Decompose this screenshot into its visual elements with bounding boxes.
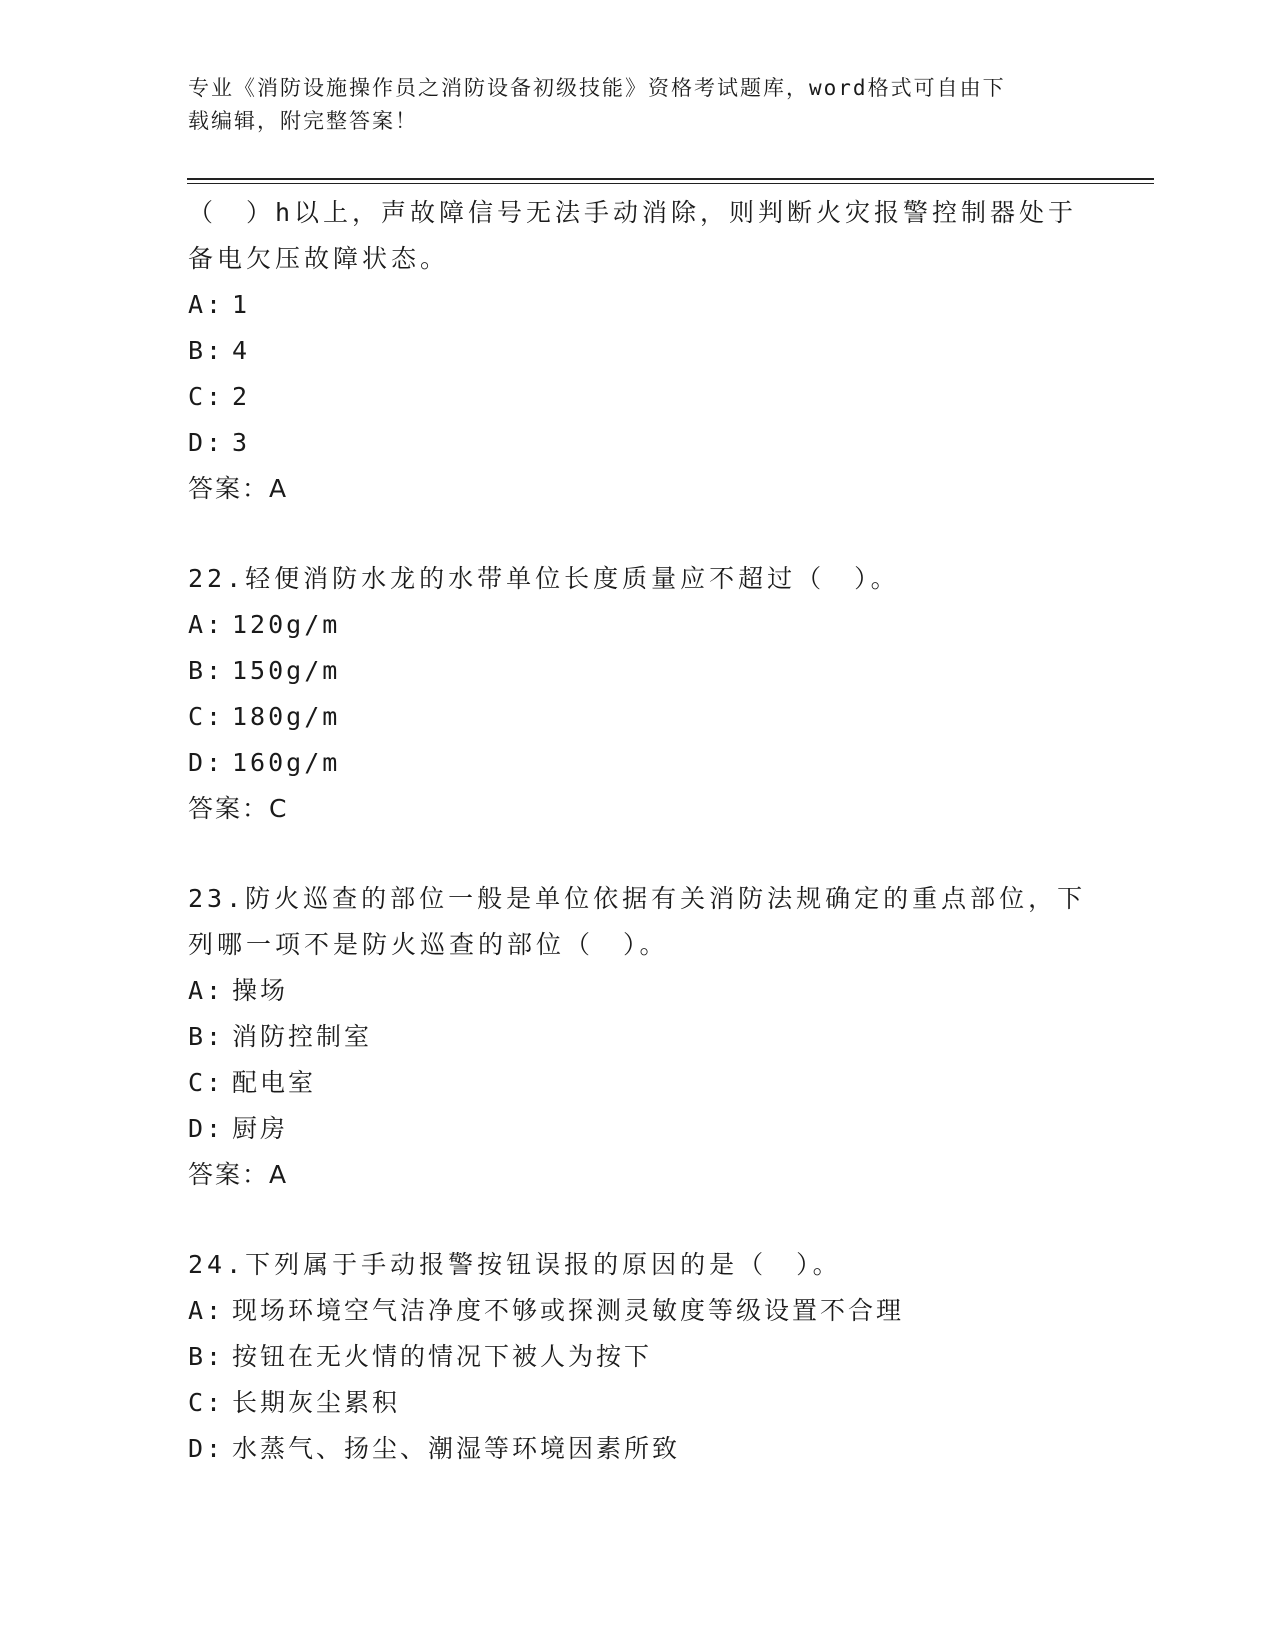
answer-line: 答案：A <box>188 474 289 503</box>
option-letter: C: <box>188 702 225 731</box>
option-letter: A: <box>188 290 225 319</box>
option-letter: D: <box>188 748 225 777</box>
question-text-line: 23.防火巡查的部位一般是单位依据有关消防法规确定的重点部位，下 <box>188 884 1087 913</box>
option-d <box>188 740 1108 786</box>
option-b <box>188 328 1108 374</box>
option-letter: B: <box>188 1022 225 1051</box>
question-spacer <box>188 1198 1108 1242</box>
question-block <box>188 190 1108 512</box>
option-letter: B: <box>188 1342 225 1371</box>
option-a <box>188 968 1108 1014</box>
option-b <box>188 1014 1108 1060</box>
option-text: 4 <box>232 336 251 365</box>
option-b <box>188 1334 1108 1380</box>
document-header <box>188 72 1088 138</box>
option-letter: A: <box>188 976 225 1005</box>
header-divider-thick <box>187 178 1154 180</box>
option-c <box>188 694 1108 740</box>
option-b <box>188 648 1108 694</box>
question-text-line: 24.下列属于手动报警按钮误报的原因的是（ ）。 <box>188 1250 842 1279</box>
question-block <box>188 556 1108 832</box>
option-letter: A: <box>188 1296 225 1325</box>
option-letter: B: <box>188 336 225 365</box>
option-text: 120g/m <box>232 610 341 639</box>
question-text-line: 列哪一项不是防火巡查的部位（ ）。 <box>188 930 669 959</box>
option-d <box>188 420 1108 466</box>
option-a <box>188 282 1108 328</box>
question-block <box>188 876 1108 1198</box>
answer-line: 答案：C <box>188 794 289 823</box>
option-text: 水蒸气、扬尘、潮湿等环境因素所致 <box>232 1434 681 1463</box>
option-text: 长期灰尘累积 <box>232 1388 401 1417</box>
question-block <box>188 1242 1108 1472</box>
option-c <box>188 1060 1108 1106</box>
option-text: 配电室 <box>232 1068 317 1097</box>
question-text-line: 备电欠压故障状态。 <box>188 244 450 273</box>
option-text: 2 <box>232 382 251 411</box>
option-d <box>188 1106 1108 1152</box>
question-text-line: 22.轻便消防水龙的水带单位长度质量应不超过（ ）。 <box>188 564 900 593</box>
option-a <box>188 1288 1108 1334</box>
option-c <box>188 1380 1108 1426</box>
option-c <box>188 374 1108 420</box>
option-letter: D: <box>188 1114 225 1143</box>
option-letter: D: <box>188 428 225 457</box>
option-letter: B: <box>188 656 225 685</box>
question-text-line: （ ）h以上，声故障信号无法手动消除，则判断火灾报警控制器处于 <box>188 198 1078 227</box>
answer-line: 答案：A <box>188 1160 289 1189</box>
option-letter: D: <box>188 1434 225 1463</box>
option-letter: C: <box>188 382 225 411</box>
header-divider-thin <box>187 183 1154 184</box>
option-text: 160g/m <box>232 748 341 777</box>
option-text: 现场环境空气洁净度不够或探测灵敏度等级设置不合理 <box>232 1296 905 1325</box>
option-text: 3 <box>232 428 251 457</box>
option-text: 150g/m <box>232 656 341 685</box>
question-spacer <box>188 832 1108 876</box>
header-line-2: 载编辑，附完整答案！ <box>188 109 418 133</box>
option-text: 180g/m <box>232 702 341 731</box>
option-text: 厨房 <box>232 1114 289 1143</box>
option-letter: C: <box>188 1388 225 1417</box>
option-a <box>188 602 1108 648</box>
option-text: 消防控制室 <box>232 1022 373 1051</box>
option-text: 按钮在无火情的情况下被人为按下 <box>232 1342 653 1371</box>
option-text: 操场 <box>232 976 289 1005</box>
question-list <box>188 190 1108 1472</box>
question-spacer <box>188 512 1108 556</box>
option-text: 1 <box>232 290 251 319</box>
option-letter: C: <box>188 1068 225 1097</box>
header-line-1: 专业《消防设施操作员之消防设备初级技能》资格考试题库，word格式可自由下 <box>188 76 1006 100</box>
option-letter: A: <box>188 610 225 639</box>
option-d <box>188 1426 1108 1472</box>
